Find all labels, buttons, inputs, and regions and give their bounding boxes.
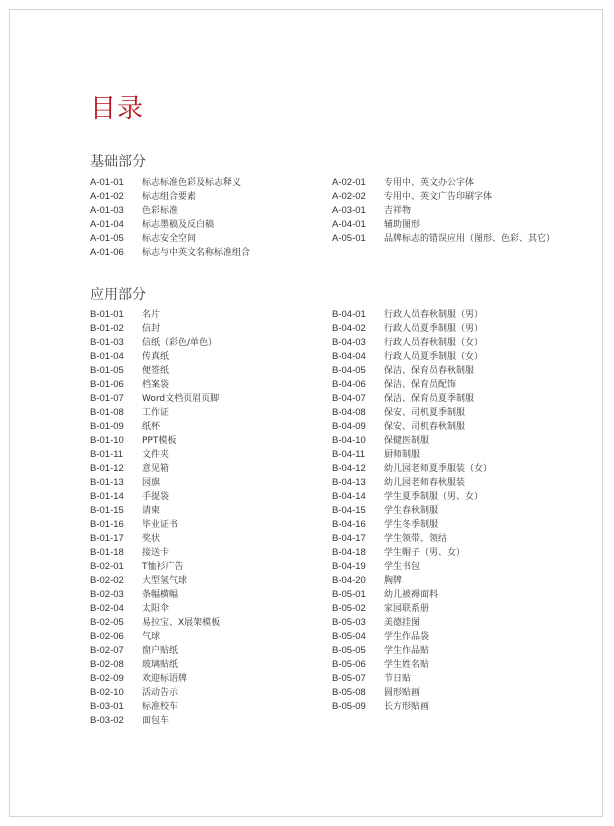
toc-entry-label: 美德挂图 — [384, 618, 421, 628]
toc-entry-code: B-04-05 — [332, 365, 366, 376]
toc-entry[interactable] — [332, 350, 492, 364]
toc-entry-label: 标志与中英文名称标准组合 — [142, 248, 251, 258]
toc-entry[interactable] — [90, 574, 220, 588]
toc-entry[interactable] — [332, 476, 492, 490]
page-title: 目录 — [90, 94, 145, 124]
toc-entry-label: 保安、司机夏季制服 — [384, 408, 466, 418]
toc-entry[interactable] — [90, 588, 220, 602]
toc-entry-code: A-01-02 — [90, 191, 124, 202]
toc-entry-code: A-02-02 — [332, 191, 366, 202]
toc-entry-label: 行政人员春秋制服（女） — [384, 338, 484, 348]
toc-entry-code: B-01-10 — [90, 435, 124, 446]
toc-entry-code: B-04-19 — [332, 561, 366, 572]
toc-entry[interactable] — [332, 560, 492, 574]
toc-entry-label: 学生作品袋 — [384, 632, 430, 642]
toc-entry[interactable] — [90, 176, 250, 190]
toc-entry-code: B-01-11 — [90, 449, 124, 460]
toc-entry[interactable] — [332, 532, 492, 546]
toc-entry-code: B-04-20 — [332, 575, 366, 586]
toc-entry-label: 毕业证书 — [142, 520, 179, 530]
toc-entry-label: 节日贴 — [384, 674, 412, 684]
toc-entry-code: B-02-10 — [90, 687, 124, 698]
toc-entry-label: 幼儿园老师夏季服装（女） — [384, 464, 493, 474]
toc-entry-label: 厨师制服 — [384, 450, 421, 460]
toc-list-basic-left — [90, 176, 250, 260]
toc-entry-label: 易拉宝、X展架模板 — [142, 618, 221, 628]
toc-entry-label: 学生春秋制服 — [384, 506, 439, 516]
toc-entry-code: A-01-06 — [90, 247, 124, 258]
toc-entry[interactable] — [90, 434, 220, 448]
toc-entry-code: B-05-04 — [332, 631, 366, 642]
toc-entry-label: T恤衫广告 — [142, 562, 184, 572]
toc-entry-code: B-01-08 — [90, 407, 124, 418]
toc-entry[interactable] — [90, 232, 250, 246]
toc-entry[interactable] — [90, 204, 250, 218]
toc-entry-label: 保健医制服 — [384, 436, 430, 446]
toc-entry-label: 学生领带、领结 — [384, 534, 448, 544]
toc-entry[interactable] — [90, 630, 220, 644]
toc-entry-label: 信封 — [142, 324, 161, 334]
toc-entry[interactable] — [332, 602, 492, 616]
toc-entry[interactable] — [332, 630, 492, 644]
toc-entry[interactable] — [332, 448, 492, 462]
toc-entry-label: 传真纸 — [142, 352, 170, 362]
toc-entry-code: A-01-05 — [90, 233, 124, 244]
toc-entry-label: 档案袋 — [142, 380, 170, 390]
toc-entry[interactable] — [332, 420, 492, 434]
toc-entry[interactable] — [332, 378, 492, 392]
toc-entry-code: B-04-15 — [332, 505, 366, 516]
toc-entry[interactable] — [90, 644, 220, 658]
toc-entry-code: B-03-01 — [90, 701, 124, 712]
toc-entry[interactable] — [90, 350, 220, 364]
toc-entry-code: B-01-09 — [90, 421, 124, 432]
toc-entry[interactable] — [90, 246, 250, 260]
toc-entry-code: A-01-04 — [90, 219, 124, 230]
toc-entry-label: 窗户贴纸 — [142, 646, 179, 656]
toc-entry-label: 接送卡 — [142, 548, 170, 558]
toc-entry[interactable] — [90, 218, 250, 232]
toc-entry-code: B-02-05 — [90, 617, 124, 628]
toc-entry-label: 气球 — [142, 632, 161, 642]
toc-entry[interactable] — [332, 504, 492, 518]
toc-entry[interactable] — [332, 392, 492, 406]
toc-entry-label: 工作证 — [142, 408, 170, 418]
toc-entry-label: 活动告示 — [142, 688, 179, 698]
toc-entry-label: 专用中、英文广告印刷字体 — [384, 192, 493, 202]
toc-entry-code: B-01-01 — [90, 309, 124, 320]
toc-entry-code: B-01-07 — [90, 393, 124, 404]
toc-entry[interactable] — [90, 308, 220, 322]
toc-entry-code: B-04-14 — [332, 491, 366, 502]
toc-entry[interactable] — [332, 232, 555, 246]
toc-entry-label: 手提袋 — [142, 492, 170, 502]
toc-entry-label: 请柬 — [142, 506, 161, 516]
toc-entry-label: 文件夹 — [142, 450, 170, 460]
toc-entry-code: B-04-10 — [332, 435, 366, 446]
toc-entry-label: 保洁、保育员夏季制服 — [384, 394, 475, 404]
toc-entry[interactable] — [90, 392, 220, 406]
toc-entry-code: B-04-09 — [332, 421, 366, 432]
toc-entry-code: B-01-14 — [90, 491, 124, 502]
toc-entry-code: B-02-09 — [90, 673, 124, 684]
toc-entry-label: 学生冬季制服 — [384, 520, 439, 530]
toc-entry[interactable] — [332, 218, 555, 232]
toc-entry-label: 学生作品贴 — [384, 646, 430, 656]
toc-entry-code: B-01-06 — [90, 379, 124, 390]
toc-entry-label: 品牌标志的错误应用（图形、色彩、其它） — [384, 234, 556, 244]
toc-entry-label: 大型氢气球 — [142, 576, 188, 586]
toc-entry[interactable] — [90, 686, 220, 700]
toc-entry-label: 学生夏季制服（男、女） — [384, 492, 484, 502]
toc-entry-label: 欢迎标语牌 — [142, 674, 188, 684]
toc-entry[interactable] — [332, 336, 492, 350]
toc-entry-label: 家园联系册 — [384, 604, 430, 614]
toc-entry-code: B-02-04 — [90, 603, 124, 614]
toc-entry-label: 纸杯 — [142, 422, 161, 432]
toc-entry-code: A-05-01 — [332, 233, 366, 244]
toc-entry-code: B-04-06 — [332, 379, 366, 390]
toc-entry[interactable] — [332, 462, 492, 476]
toc-entry-code: B-02-01 — [90, 561, 124, 572]
toc-entry-label: 吉祥物 — [384, 206, 412, 216]
toc-entry-label: 行政人员夏季制服（女） — [384, 352, 484, 362]
toc-entry[interactable] — [90, 420, 220, 434]
toc-entry-code: B-02-07 — [90, 645, 124, 656]
toc-entry-code: B-02-06 — [90, 631, 124, 642]
toc-entry-label: 标准校车 — [142, 702, 179, 712]
toc-entry[interactable] — [90, 518, 220, 532]
toc-entry[interactable] — [90, 602, 220, 616]
toc-entry[interactable] — [90, 616, 220, 630]
toc-entry[interactable] — [90, 476, 220, 490]
toc-entry[interactable] — [90, 448, 220, 462]
toc-entry[interactable] — [332, 308, 492, 322]
toc-entry-code: B-04-02 — [332, 323, 366, 334]
toc-entry-label: 学生姓名贴 — [384, 660, 430, 670]
toc-entry-label: 保安、司机春秋制服 — [384, 422, 466, 432]
toc-entry-label: 保洁、保育员配饰 — [384, 380, 457, 390]
toc-entry[interactable] — [332, 588, 492, 602]
toc-entry-label: PPT模板 — [142, 436, 177, 446]
toc-entry-code: B-01-13 — [90, 477, 124, 488]
toc-entry[interactable] — [90, 532, 220, 546]
toc-entry[interactable] — [90, 714, 220, 728]
toc-entry-label: 幼儿园老师春秋服装 — [384, 478, 466, 488]
toc-entry-code: B-02-03 — [90, 589, 124, 600]
toc-entry[interactable] — [90, 658, 220, 672]
toc-entry-code: B-01-17 — [90, 533, 124, 544]
toc-entry[interactable] — [90, 560, 220, 574]
toc-entry[interactable] — [332, 546, 492, 560]
toc-entry-label: 玻璃贴纸 — [142, 660, 179, 670]
section-heading-basic: 基础部分 — [90, 154, 146, 170]
toc-entry-code: A-04-01 — [332, 219, 366, 230]
toc-entry-label: 辅助图形 — [384, 220, 421, 230]
toc-entry-label: 学生书包 — [384, 562, 421, 572]
toc-entry[interactable] — [332, 658, 492, 672]
toc-entry-code: B-05-05 — [332, 645, 366, 656]
toc-entry[interactable] — [90, 672, 220, 686]
toc-entry[interactable] — [90, 190, 250, 204]
toc-list-application-left — [90, 308, 220, 728]
toc-entry-label: 信纸（彩色/单色） — [142, 338, 218, 348]
toc-entry-label: 胸牌 — [384, 576, 403, 586]
toc-entry-code: B-01-15 — [90, 505, 124, 516]
toc-entry-code: B-04-16 — [332, 519, 366, 530]
toc-entry-code: B-05-09 — [332, 701, 366, 712]
toc-entry[interactable] — [332, 364, 492, 378]
toc-entry[interactable] — [90, 700, 220, 714]
toc-entry-code: B-01-03 — [90, 337, 124, 348]
toc-entry-label: 园旗 — [142, 478, 161, 488]
toc-entry[interactable] — [332, 574, 492, 588]
toc-entry-label: 标志标准色彩及标志释义 — [142, 178, 242, 188]
toc-entry-code: B-05-08 — [332, 687, 366, 698]
section-heading-application: 应用部分 — [90, 287, 146, 303]
toc-entry-code: B-04-12 — [332, 463, 366, 474]
toc-entry-label: 条幅横幅 — [142, 590, 179, 600]
toc-entry-code: B-05-03 — [332, 617, 366, 628]
toc-entry[interactable] — [332, 322, 492, 336]
toc-entry-label: 保洁、保育员春秋制服 — [384, 366, 475, 376]
toc-entry-code: B-03-02 — [90, 715, 124, 726]
toc-entry[interactable] — [90, 504, 220, 518]
toc-entry-label: 幼儿被褥面料 — [384, 590, 439, 600]
toc-list-application-right — [332, 308, 492, 714]
toc-entry-label: 名片 — [142, 310, 161, 320]
toc-entry-code: B-05-01 — [332, 589, 366, 600]
toc-entry-code: B-04-13 — [332, 477, 366, 488]
toc-entry-label: 标志组合要素 — [142, 192, 197, 202]
toc-entry-code: B-05-02 — [332, 603, 366, 614]
toc-entry-code: B-02-08 — [90, 659, 124, 670]
toc-entry-label: 便签纸 — [142, 366, 170, 376]
toc-entry-code: B-04-08 — [332, 407, 366, 418]
toc-entry-code: B-01-02 — [90, 323, 124, 334]
toc-entry-code: B-04-18 — [332, 547, 366, 558]
toc-entry[interactable] — [332, 686, 492, 700]
toc-entry-label: 圆形贴画 — [384, 688, 421, 698]
toc-entry-code: B-01-16 — [90, 519, 124, 530]
toc-entry[interactable] — [332, 190, 555, 204]
toc-entry-label: 行政人员夏季制服（男） — [384, 324, 484, 334]
toc-entry-code: B-05-06 — [332, 659, 366, 670]
toc-entry[interactable] — [90, 490, 220, 504]
toc-entry-code: B-04-03 — [332, 337, 366, 348]
toc-entry-label: 面包车 — [142, 716, 170, 726]
toc-entry-label: 行政人员春秋制服（男） — [384, 310, 484, 320]
toc-entry[interactable] — [90, 322, 220, 336]
toc-entry[interactable] — [332, 204, 555, 218]
toc-entry-code: B-04-04 — [332, 351, 366, 362]
toc-entry[interactable] — [332, 490, 492, 504]
toc-entry-label: 意见箱 — [142, 464, 170, 474]
toc-entry-label: 标志墨稿及反白稿 — [142, 220, 215, 230]
toc-entry-label: 标志安全空间 — [142, 234, 197, 244]
toc-entry-code: B-04-01 — [332, 309, 366, 320]
toc-entry[interactable] — [332, 176, 555, 190]
toc-entry-code: B-01-18 — [90, 547, 124, 558]
toc-entry[interactable] — [90, 546, 220, 560]
toc-entry-code: B-01-05 — [90, 365, 124, 376]
toc-entry-code: B-04-11 — [332, 449, 366, 460]
toc-entry-code: B-04-17 — [332, 533, 366, 544]
toc-entry-code: A-03-01 — [332, 205, 366, 216]
toc-entry[interactable] — [332, 518, 492, 532]
toc-entry[interactable] — [90, 378, 220, 392]
toc-entry-label: 色彩标准 — [142, 206, 179, 216]
toc-entry[interactable] — [332, 434, 492, 448]
toc-entry[interactable] — [90, 462, 220, 476]
toc-entry-code: A-01-03 — [90, 205, 124, 216]
toc-entry-label: 太阳伞 — [142, 604, 170, 614]
toc-entry-label: 奖状 — [142, 534, 161, 544]
toc-entry-code: B-04-07 — [332, 393, 366, 404]
toc-entry-code: B-01-12 — [90, 463, 124, 474]
toc-entry[interactable] — [332, 644, 492, 658]
toc-list-basic-right — [332, 176, 555, 246]
toc-entry-code: B-01-04 — [90, 351, 124, 362]
toc-entry-code: A-02-01 — [332, 177, 366, 188]
toc-entry-code: B-02-02 — [90, 575, 124, 586]
toc-entry[interactable] — [332, 700, 492, 714]
toc-entry-code: A-01-01 — [90, 177, 124, 188]
toc-entry[interactable] — [332, 406, 492, 420]
toc-entry-label: 专用中、英文办公字体 — [384, 178, 475, 188]
toc-entry-label: Word文档页眉页脚 — [142, 394, 220, 404]
toc-entry[interactable] — [90, 406, 220, 420]
toc-entry-label: 学生帽子（男、女） — [384, 548, 466, 558]
toc-entry[interactable] — [90, 336, 220, 350]
toc-entry-label: 长方形贴画 — [384, 702, 430, 712]
toc-entry[interactable] — [90, 364, 220, 378]
toc-entry-code: B-05-07 — [332, 673, 366, 684]
toc-entry[interactable] — [332, 672, 492, 686]
toc-entry[interactable] — [332, 616, 492, 630]
